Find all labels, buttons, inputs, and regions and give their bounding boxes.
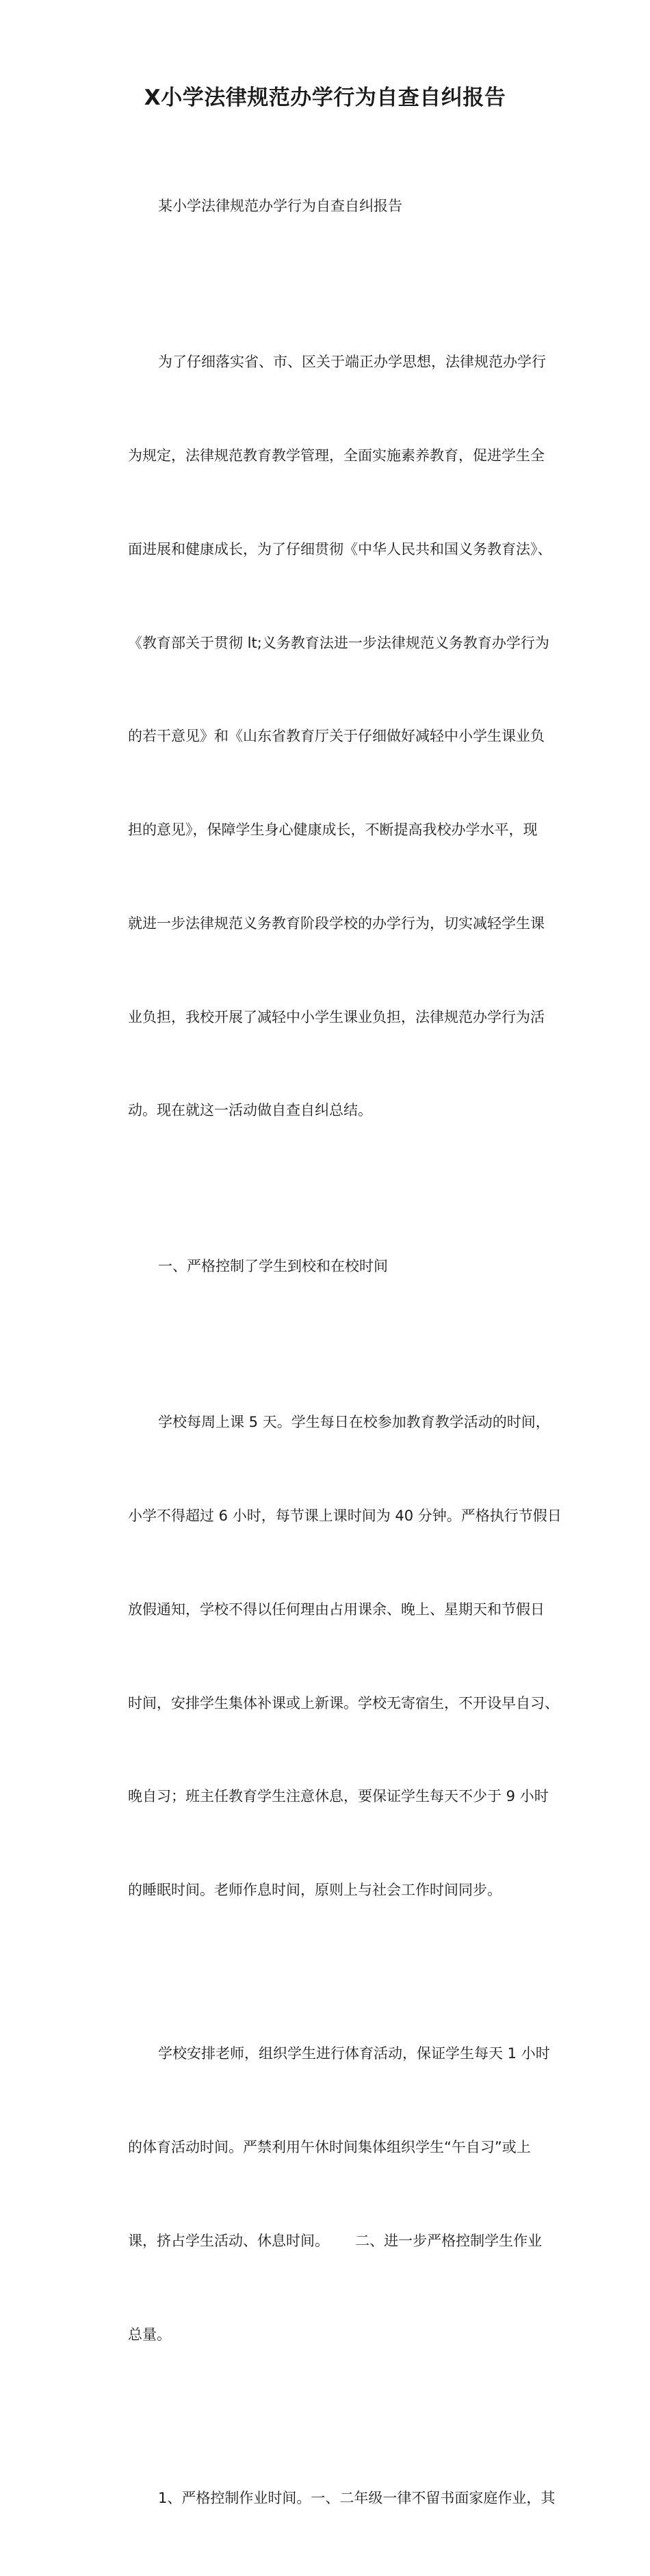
- text-line: 担的意见》，保障学生身心健康成长，不断提高我校办学水平，现: [128, 822, 538, 839]
- text-line: 时间，安排学生集体补课或上新课。学校无寄宿生，不开设早自习、: [128, 1694, 559, 1711]
- text-line: 的体育活动时间。严禁利用午休时间集体组织学生“午自习”或上: [128, 2139, 531, 2155]
- text-line: 总量。: [128, 2326, 171, 2343]
- text-line: 学校安排老师，组织学生进行体育活动，保证学生每天 1 小时: [158, 2045, 550, 2062]
- text-line: 一、严格控制了学生到校和在校时间: [158, 1258, 388, 1275]
- text-line: 放假通知，学校不得以任何理由占用课余、晚上、星期天和节假日: [128, 1601, 545, 1618]
- text-line: 晚自习；班主任教育学生注意休息，要保证学生每天不少于 9 小时: [128, 1788, 549, 1805]
- intro-paragraph: [99, 285, 564, 1189]
- text-line: 的若干意见》和《山东省教育厅关于仔细做好减轻中小学生课业负: [128, 728, 545, 745]
- text-line: 面进展和健康成长，为了仔细贯彻《中华人民共和国义务教育法》、: [128, 540, 552, 557]
- section-heading-1: [99, 1189, 564, 1345]
- schedule-paragraph: [99, 1345, 564, 1969]
- text-line: 业负担，我校开展了减轻中小学生课业负担，法律规范办学行为活: [128, 1008, 545, 1025]
- document-body: [99, 129, 564, 2576]
- text-line: 课，挤占学生活动、休息时间。 二、进一步严格控制学生作业: [128, 2232, 543, 2249]
- text-line: 学校每周上课 5 天。学生每日在校参加教育教学活动的时间，: [158, 1414, 550, 1431]
- text-line: 《教育部关于贯彻 lt;义务教育法进一步法律规范义务教育办学行为: [128, 634, 549, 651]
- text-line: 就进一步法律规范义务教育阶段学校的办学行为，切实减轻学生课: [128, 915, 545, 932]
- text-line: 动。现在就这一活动做自查自纠总结。: [128, 1102, 372, 1119]
- text-line: 为规定，法律规范教育教学管理，全面实施素养教育，促进学生全: [128, 447, 545, 464]
- document-title: X小学法律规范办学行为自查自纠报告: [144, 86, 506, 110]
- homework-paragraph: [99, 2420, 564, 2576]
- text-line: 小学不得超过 6 小时，每节课上课时间为 40 分钟。严格执行节假日: [128, 1508, 562, 1525]
- sports-paragraph: [99, 1976, 564, 2413]
- subtitle-paragraph: [99, 129, 564, 285]
- text-line: 1、严格控制作业时间。一、二年级一律不留书面家庭作业，其: [158, 2489, 556, 2506]
- text-line: 某小学法律规范办学行为自查自纠报告: [158, 198, 402, 215]
- text-line: 的睡眠时间。老师作息时间，原则上与社会工作时间同步。: [128, 1882, 502, 1899]
- text-line: 为了仔细落实省、市、区关于端正办学思想，法律规范办学行: [158, 354, 546, 371]
